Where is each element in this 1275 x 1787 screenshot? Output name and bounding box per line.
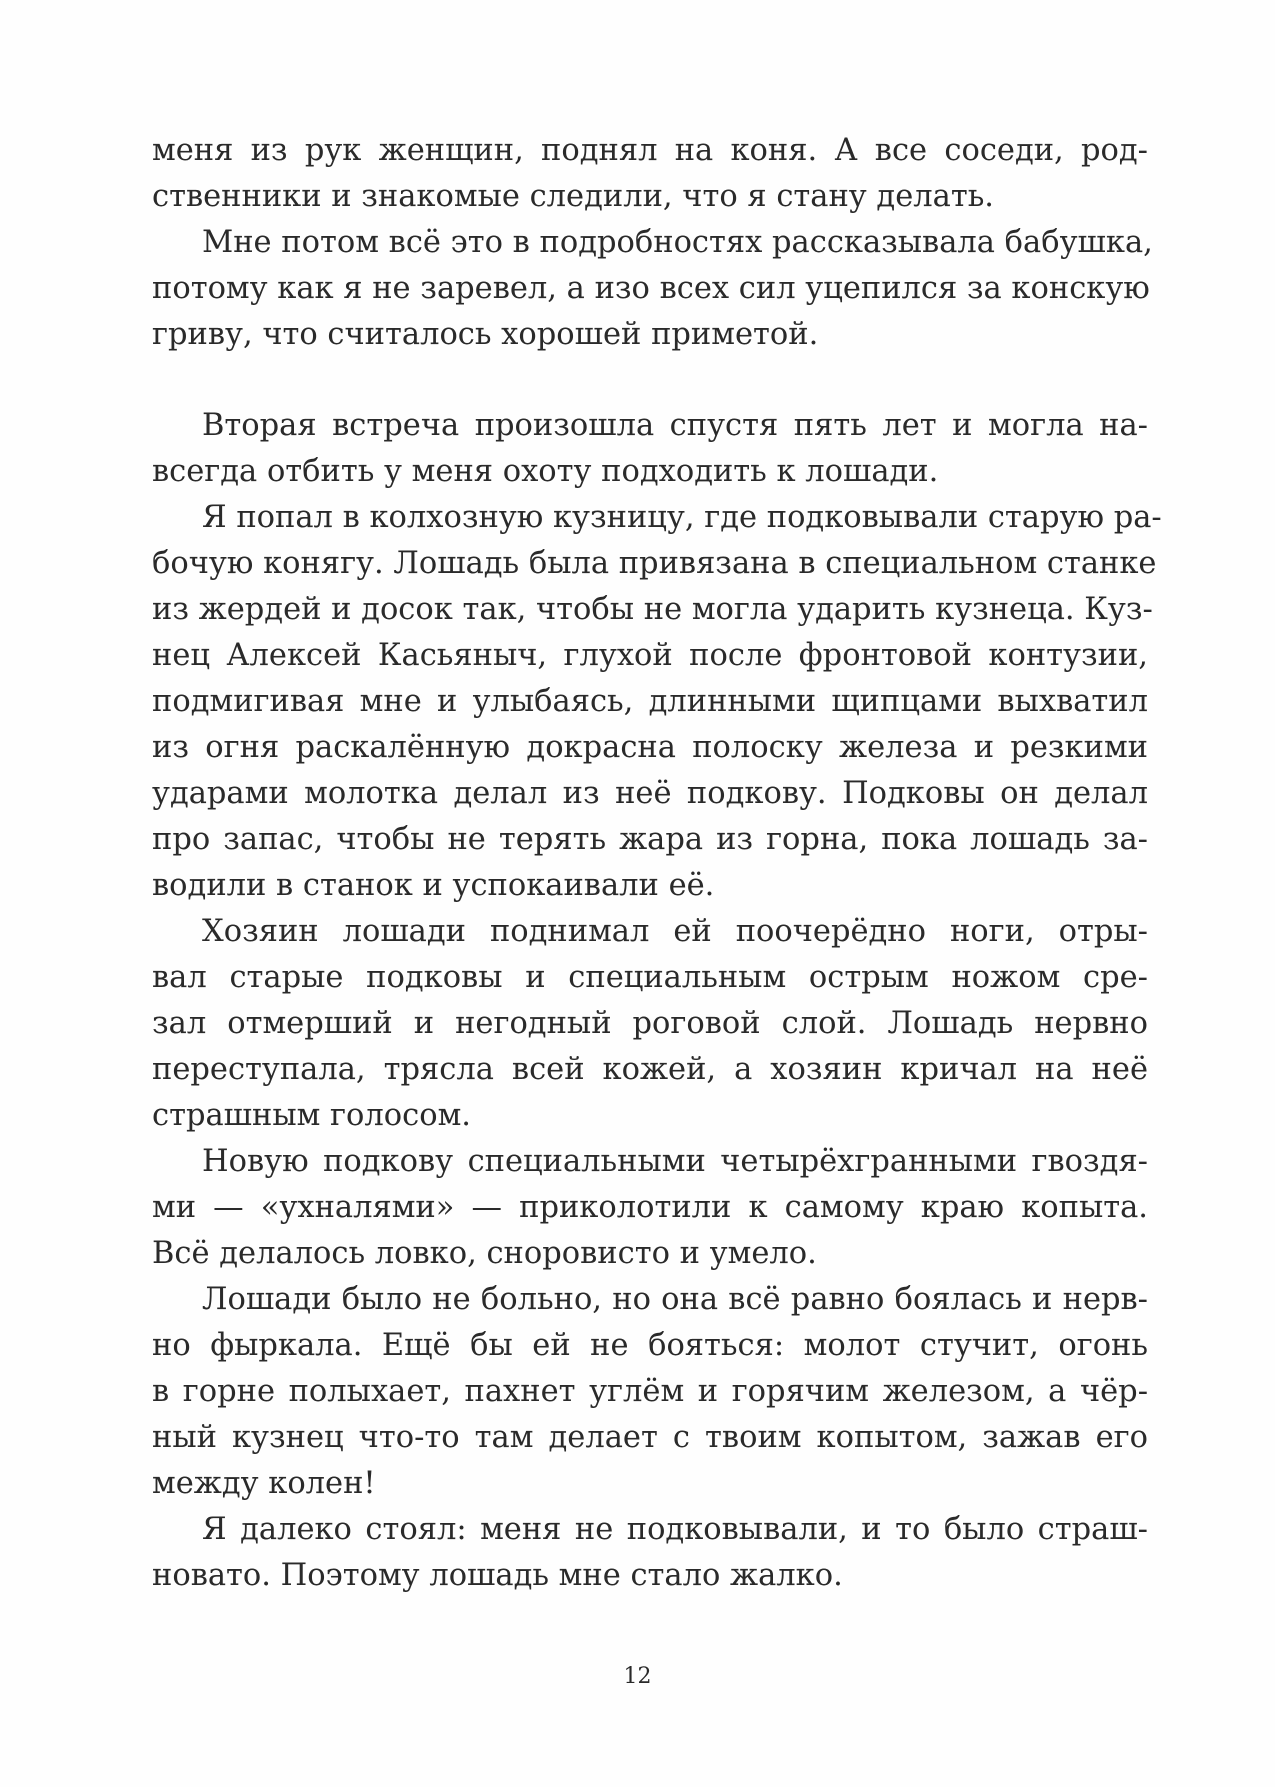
- paragraph: [152, 909, 1148, 1139]
- text-line: Хозяин лошади поднимал ей поочерёдно ноги, отры-: [202, 914, 1148, 949]
- text-line: вал старые подковы и специальным острым ножом сре-: [152, 960, 1148, 995]
- text-line: Всё делалось ловко, сноровисто и умело.: [152, 1236, 817, 1271]
- body-text: [152, 128, 1162, 1599]
- text-line: ми — «ухналями» — приколотили к самому краю копыта.: [152, 1190, 1148, 1225]
- text-line: страшным голосом.: [152, 1098, 471, 1133]
- section-break: [152, 358, 1148, 403]
- text-line: потому как я не заревел, а изо всех сил уцепился за конскую: [152, 271, 1150, 306]
- text-line: Я попал в колхозную кузницу, где подковывали старую ра-: [202, 500, 1162, 535]
- text-line: водили в станок и успокаивали её.: [152, 868, 715, 903]
- text-line: между колен!: [152, 1466, 376, 1501]
- text-line: в горне полыхает, пахнет углём и горячим железом, а чёр-: [152, 1374, 1148, 1409]
- text-line: Новую подкову специальными четырёхгранными гвоздя-: [202, 1144, 1148, 1179]
- paragraph: [152, 128, 1148, 220]
- text-line: из жердей и досок так, чтобы не могла ударить кузнеца. Куз-: [152, 592, 1153, 627]
- text-line: всегда отбить у меня охоту подходить к лошади.: [152, 454, 939, 489]
- text-line: бочую конягу. Лошадь была привязана в специальном станке: [152, 546, 1157, 581]
- text-line: ный кузнец что-то там делает с твоим копытом, зажав его: [152, 1420, 1148, 1455]
- text-line: зал отмерший и негодный роговой слой. Лошадь нервно: [152, 1006, 1148, 1041]
- page-number: 12: [623, 1664, 652, 1689]
- text-line: но фыркала. Ещё бы ей не бояться: молот стучит, огонь: [152, 1328, 1148, 1363]
- text-line: Лошади было не больно, но она всё равно боялась и нерв-: [202, 1282, 1148, 1317]
- paragraph: [152, 495, 1162, 909]
- paragraph: [152, 1139, 1148, 1277]
- text-line: гриву, что считалось хорошей приметой.: [152, 317, 819, 352]
- text-line: переступала, трясла всей кожей, а хозяин кричал на неё: [152, 1052, 1148, 1087]
- text-line: новато. Поэтому лошадь мне стало жалко.: [152, 1558, 843, 1593]
- text-line: нец Алексей Касьяныч, глухой после фронтовой контузии,: [152, 638, 1148, 673]
- text-line: Я далеко стоял: меня не подковывали, и то было страш-: [202, 1512, 1148, 1547]
- paragraph: [152, 1277, 1148, 1507]
- text-line: ударами молотка делал из неё подкову. Подковы он делал: [152, 776, 1148, 811]
- paragraph: [152, 403, 1148, 495]
- text-line: про запас, чтобы не терять жара из горна, пока лошадь за-: [152, 822, 1148, 857]
- text-line: подмигивая мне и улыбаясь, длинными щипцами выхватил: [152, 684, 1148, 719]
- paragraph: [152, 1507, 1148, 1599]
- text-line: ственники и знакомые следили, что я стану делать.: [152, 179, 994, 214]
- text-line: меня из рук женщин, поднял на коня. А все соседи, род-: [152, 133, 1148, 168]
- text-line: Мне потом всё это в подробностях рассказывала бабушка,: [202, 225, 1153, 260]
- text-line: Вторая встреча произошла спустя пять лет и могла на-: [202, 408, 1148, 443]
- paragraph: [152, 220, 1153, 358]
- text-line: из огня раскалённую докрасна полоску железа и резкими: [152, 730, 1148, 765]
